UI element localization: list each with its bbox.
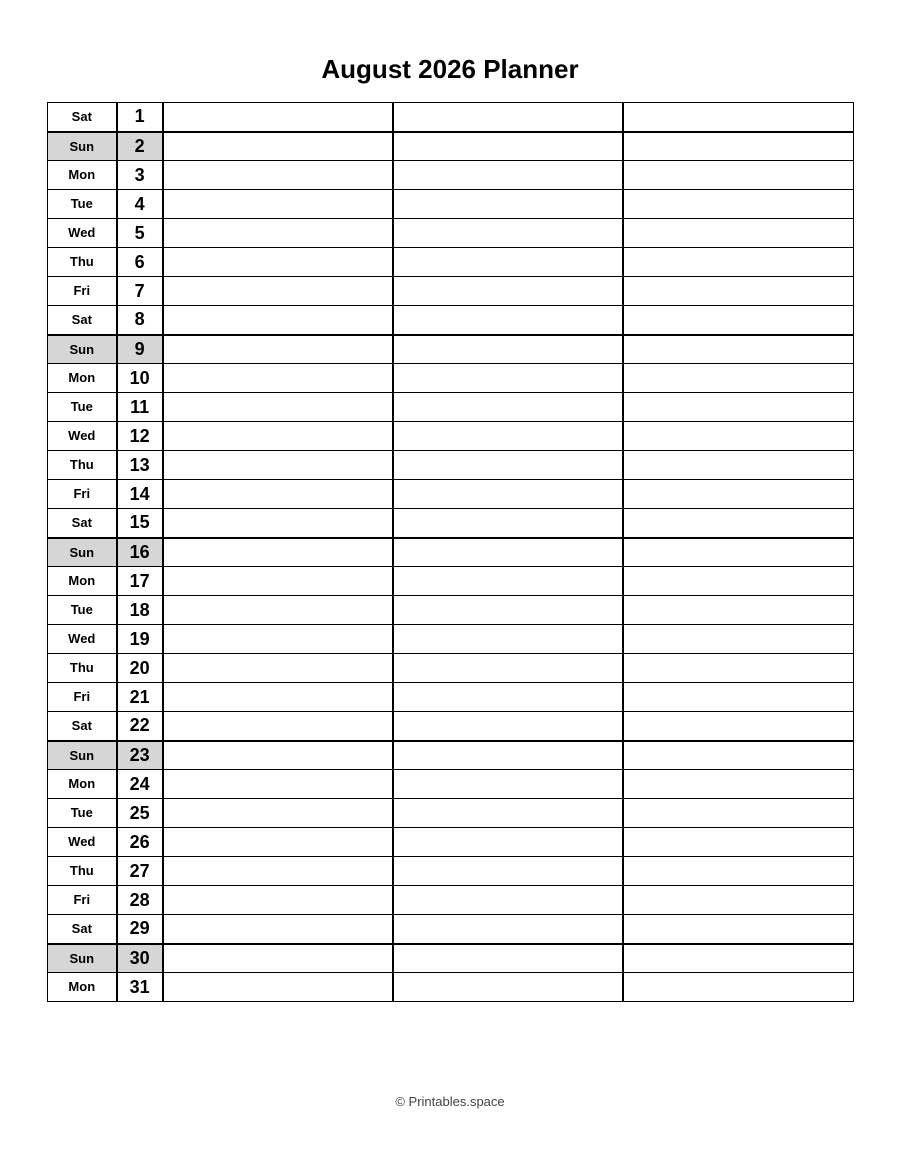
note-cell-3[interactable] — [623, 596, 853, 625]
weekday-cell: Sat — [48, 103, 117, 132]
note-cell-1[interactable] — [163, 770, 393, 799]
date-cell: 20 — [117, 654, 163, 683]
note-cell-3[interactable] — [623, 741, 853, 770]
note-cell-2[interactable] — [393, 973, 623, 1002]
note-cell-2[interactable] — [393, 770, 623, 799]
note-cell-3[interactable] — [623, 886, 853, 915]
note-cell-2[interactable] — [393, 364, 623, 393]
weekday-cell: Fri — [48, 277, 117, 306]
note-cell-2[interactable] — [393, 132, 623, 161]
note-cell-1[interactable] — [163, 741, 393, 770]
note-cell-1[interactable] — [163, 944, 393, 973]
note-cell-2[interactable] — [393, 712, 623, 741]
date-cell: 17 — [117, 567, 163, 596]
note-cell-2[interactable] — [393, 915, 623, 944]
note-cell-2[interactable] — [393, 509, 623, 538]
weekday-cell: Sun — [48, 335, 117, 364]
note-cell-2[interactable] — [393, 625, 623, 654]
note-cell-3[interactable] — [623, 364, 853, 393]
planner-row — [48, 509, 854, 538]
note-cell-1[interactable] — [163, 248, 393, 277]
date-cell: 8 — [117, 306, 163, 335]
date-cell: 11 — [117, 393, 163, 422]
planner-row — [48, 393, 854, 422]
page-title: August 2026 Planner — [321, 54, 579, 84]
planner-row — [48, 741, 854, 770]
weekday-cell: Thu — [48, 857, 117, 886]
note-cell-1[interactable] — [163, 393, 393, 422]
note-cell-1[interactable] — [163, 509, 393, 538]
note-cell-3[interactable] — [623, 973, 853, 1002]
weekday-cell: Fri — [48, 480, 117, 509]
note-cell-2[interactable] — [393, 683, 623, 712]
note-cell-1[interactable] — [163, 161, 393, 190]
planner-row — [48, 799, 854, 828]
note-cell-3[interactable] — [623, 451, 853, 480]
date-cell: 26 — [117, 828, 163, 857]
planner-row — [48, 451, 854, 480]
note-cell-3[interactable] — [623, 393, 853, 422]
note-cell-3[interactable] — [623, 857, 853, 886]
weekday-cell: Mon — [48, 567, 117, 596]
planner-row — [48, 915, 854, 944]
planner-row — [48, 596, 854, 625]
note-cell-1[interactable] — [163, 451, 393, 480]
note-cell-1[interactable] — [163, 915, 393, 944]
weekday-cell: Mon — [48, 364, 117, 393]
date-cell: 10 — [117, 364, 163, 393]
date-cell: 1 — [117, 103, 163, 132]
note-cell-2[interactable] — [393, 944, 623, 973]
note-cell-2[interactable] — [393, 190, 623, 219]
weekday-cell: Mon — [48, 161, 117, 190]
planner-row — [48, 422, 854, 451]
note-cell-2[interactable] — [393, 422, 623, 451]
note-cell-1[interactable] — [163, 625, 393, 654]
note-cell-1[interactable] — [163, 103, 393, 132]
planner-row — [48, 132, 854, 161]
weekday-cell: Thu — [48, 248, 117, 277]
note-cell-1[interactable] — [163, 132, 393, 161]
weekday-cell: Thu — [48, 451, 117, 480]
weekday-cell: Sun — [48, 944, 117, 973]
date-cell: 25 — [117, 799, 163, 828]
date-cell: 5 — [117, 219, 163, 248]
weekday-cell: Tue — [48, 393, 117, 422]
note-cell-2[interactable] — [393, 161, 623, 190]
weekday-cell: Wed — [48, 219, 117, 248]
planner-row — [48, 712, 854, 741]
weekday-cell: Sun — [48, 538, 117, 567]
weekday-cell: Fri — [48, 683, 117, 712]
weekday-cell: Thu — [48, 654, 117, 683]
date-cell: 31 — [117, 973, 163, 1002]
planner-row — [48, 306, 854, 335]
planner-row — [48, 857, 854, 886]
note-cell-2[interactable] — [393, 741, 623, 770]
planner-body — [48, 103, 854, 1002]
note-cell-2[interactable] — [393, 828, 623, 857]
note-cell-1[interactable] — [163, 335, 393, 364]
date-cell: 12 — [117, 422, 163, 451]
note-cell-3[interactable] — [623, 132, 853, 161]
note-cell-2[interactable] — [393, 393, 623, 422]
date-cell: 13 — [117, 451, 163, 480]
planner-row — [48, 248, 854, 277]
weekday-cell: Tue — [48, 190, 117, 219]
date-cell: 27 — [117, 857, 163, 886]
note-cell-1[interactable] — [163, 219, 393, 248]
date-cell: 3 — [117, 161, 163, 190]
planner-row — [48, 625, 854, 654]
note-cell-1[interactable] — [163, 973, 393, 1002]
date-cell: 7 — [117, 277, 163, 306]
weekday-cell: Sun — [48, 132, 117, 161]
date-cell: 18 — [117, 596, 163, 625]
weekday-cell: Tue — [48, 596, 117, 625]
note-cell-2[interactable] — [393, 306, 623, 335]
note-cell-3[interactable] — [623, 306, 853, 335]
note-cell-3[interactable] — [623, 538, 853, 567]
weekday-cell: Sat — [48, 915, 117, 944]
date-cell: 28 — [117, 886, 163, 915]
note-cell-3[interactable] — [623, 248, 853, 277]
note-cell-3[interactable] — [623, 422, 853, 451]
note-cell-3[interactable] — [623, 915, 853, 944]
date-cell: 4 — [117, 190, 163, 219]
date-cell: 21 — [117, 683, 163, 712]
note-cell-2[interactable] — [393, 596, 623, 625]
note-cell-2[interactable] — [393, 886, 623, 915]
weekday-cell: Mon — [48, 973, 117, 1002]
note-cell-1[interactable] — [163, 683, 393, 712]
planner-row — [48, 103, 854, 132]
planner-row — [48, 335, 854, 364]
note-cell-1[interactable] — [163, 480, 393, 509]
note-cell-1[interactable] — [163, 538, 393, 567]
note-cell-1[interactable] — [163, 277, 393, 306]
date-cell: 14 — [117, 480, 163, 509]
note-cell-2[interactable] — [393, 799, 623, 828]
planner-row — [48, 770, 854, 799]
planner-row — [48, 973, 854, 1002]
weekday-cell: Wed — [48, 625, 117, 654]
planner-row — [48, 277, 854, 306]
note-cell-1[interactable] — [163, 567, 393, 596]
weekday-cell: Tue — [48, 799, 117, 828]
weekday-cell: Sat — [48, 712, 117, 741]
weekday-cell: Sun — [48, 741, 117, 770]
note-cell-2[interactable] — [393, 277, 623, 306]
note-cell-2[interactable] — [393, 335, 623, 364]
note-cell-2[interactable] — [393, 103, 623, 132]
note-cell-1[interactable] — [163, 886, 393, 915]
note-cell-1[interactable] — [163, 364, 393, 393]
date-cell: 24 — [117, 770, 163, 799]
date-cell: 23 — [117, 741, 163, 770]
note-cell-3[interactable] — [623, 683, 853, 712]
date-cell: 30 — [117, 944, 163, 973]
planner-row — [48, 567, 854, 596]
weekday-cell: Wed — [48, 828, 117, 857]
date-cell: 22 — [117, 712, 163, 741]
note-cell-1[interactable] — [163, 190, 393, 219]
date-cell: 2 — [117, 132, 163, 161]
planner-row — [48, 828, 854, 857]
note-cell-1[interactable] — [163, 654, 393, 683]
note-cell-1[interactable] — [163, 857, 393, 886]
note-cell-3[interactable] — [623, 335, 853, 364]
note-cell-3[interactable] — [623, 944, 853, 973]
note-cell-2[interactable] — [393, 480, 623, 509]
planner-row — [48, 886, 854, 915]
date-cell: 9 — [117, 335, 163, 364]
note-cell-1[interactable] — [163, 828, 393, 857]
note-cell-1[interactable] — [163, 306, 393, 335]
date-cell: 19 — [117, 625, 163, 654]
planner-row — [48, 219, 854, 248]
note-cell-1[interactable] — [163, 596, 393, 625]
note-cell-1[interactable] — [163, 422, 393, 451]
planner-row — [48, 190, 854, 219]
note-cell-3[interactable] — [623, 654, 853, 683]
weekday-cell: Fri — [48, 886, 117, 915]
note-cell-3[interactable] — [623, 712, 853, 741]
note-cell-3[interactable] — [623, 480, 853, 509]
weekday-cell: Sat — [48, 509, 117, 538]
planner-row — [48, 538, 854, 567]
note-cell-2[interactable] — [393, 654, 623, 683]
note-cell-1[interactable] — [163, 799, 393, 828]
note-cell-3[interactable] — [623, 277, 853, 306]
weekday-cell: Mon — [48, 770, 117, 799]
date-cell: 29 — [117, 915, 163, 944]
note-cell-3[interactable] — [623, 799, 853, 828]
note-cell-3[interactable] — [623, 219, 853, 248]
note-cell-3[interactable] — [623, 828, 853, 857]
date-cell: 16 — [117, 538, 163, 567]
note-cell-3[interactable] — [623, 567, 853, 596]
note-cell-2[interactable] — [393, 538, 623, 567]
planner-row — [48, 683, 854, 712]
footer-credit: © Printables.space — [395, 1094, 505, 1109]
planner-row — [48, 944, 854, 973]
planner-table — [47, 102, 854, 1002]
weekday-cell: Wed — [48, 422, 117, 451]
note-cell-2[interactable] — [393, 219, 623, 248]
note-cell-3[interactable] — [623, 190, 853, 219]
note-cell-2[interactable] — [393, 248, 623, 277]
planner-row — [48, 161, 854, 190]
note-cell-2[interactable] — [393, 451, 623, 480]
note-cell-3[interactable] — [623, 161, 853, 190]
date-cell: 6 — [117, 248, 163, 277]
note-cell-2[interactable] — [393, 857, 623, 886]
weekday-cell: Sat — [48, 306, 117, 335]
planner-row — [48, 364, 854, 393]
note-cell-3[interactable] — [623, 625, 853, 654]
note-cell-3[interactable] — [623, 103, 853, 132]
planner-row — [48, 480, 854, 509]
note-cell-2[interactable] — [393, 567, 623, 596]
note-cell-1[interactable] — [163, 712, 393, 741]
date-cell: 15 — [117, 509, 163, 538]
planner-row — [48, 654, 854, 683]
note-cell-3[interactable] — [623, 509, 853, 538]
note-cell-3[interactable] — [623, 770, 853, 799]
